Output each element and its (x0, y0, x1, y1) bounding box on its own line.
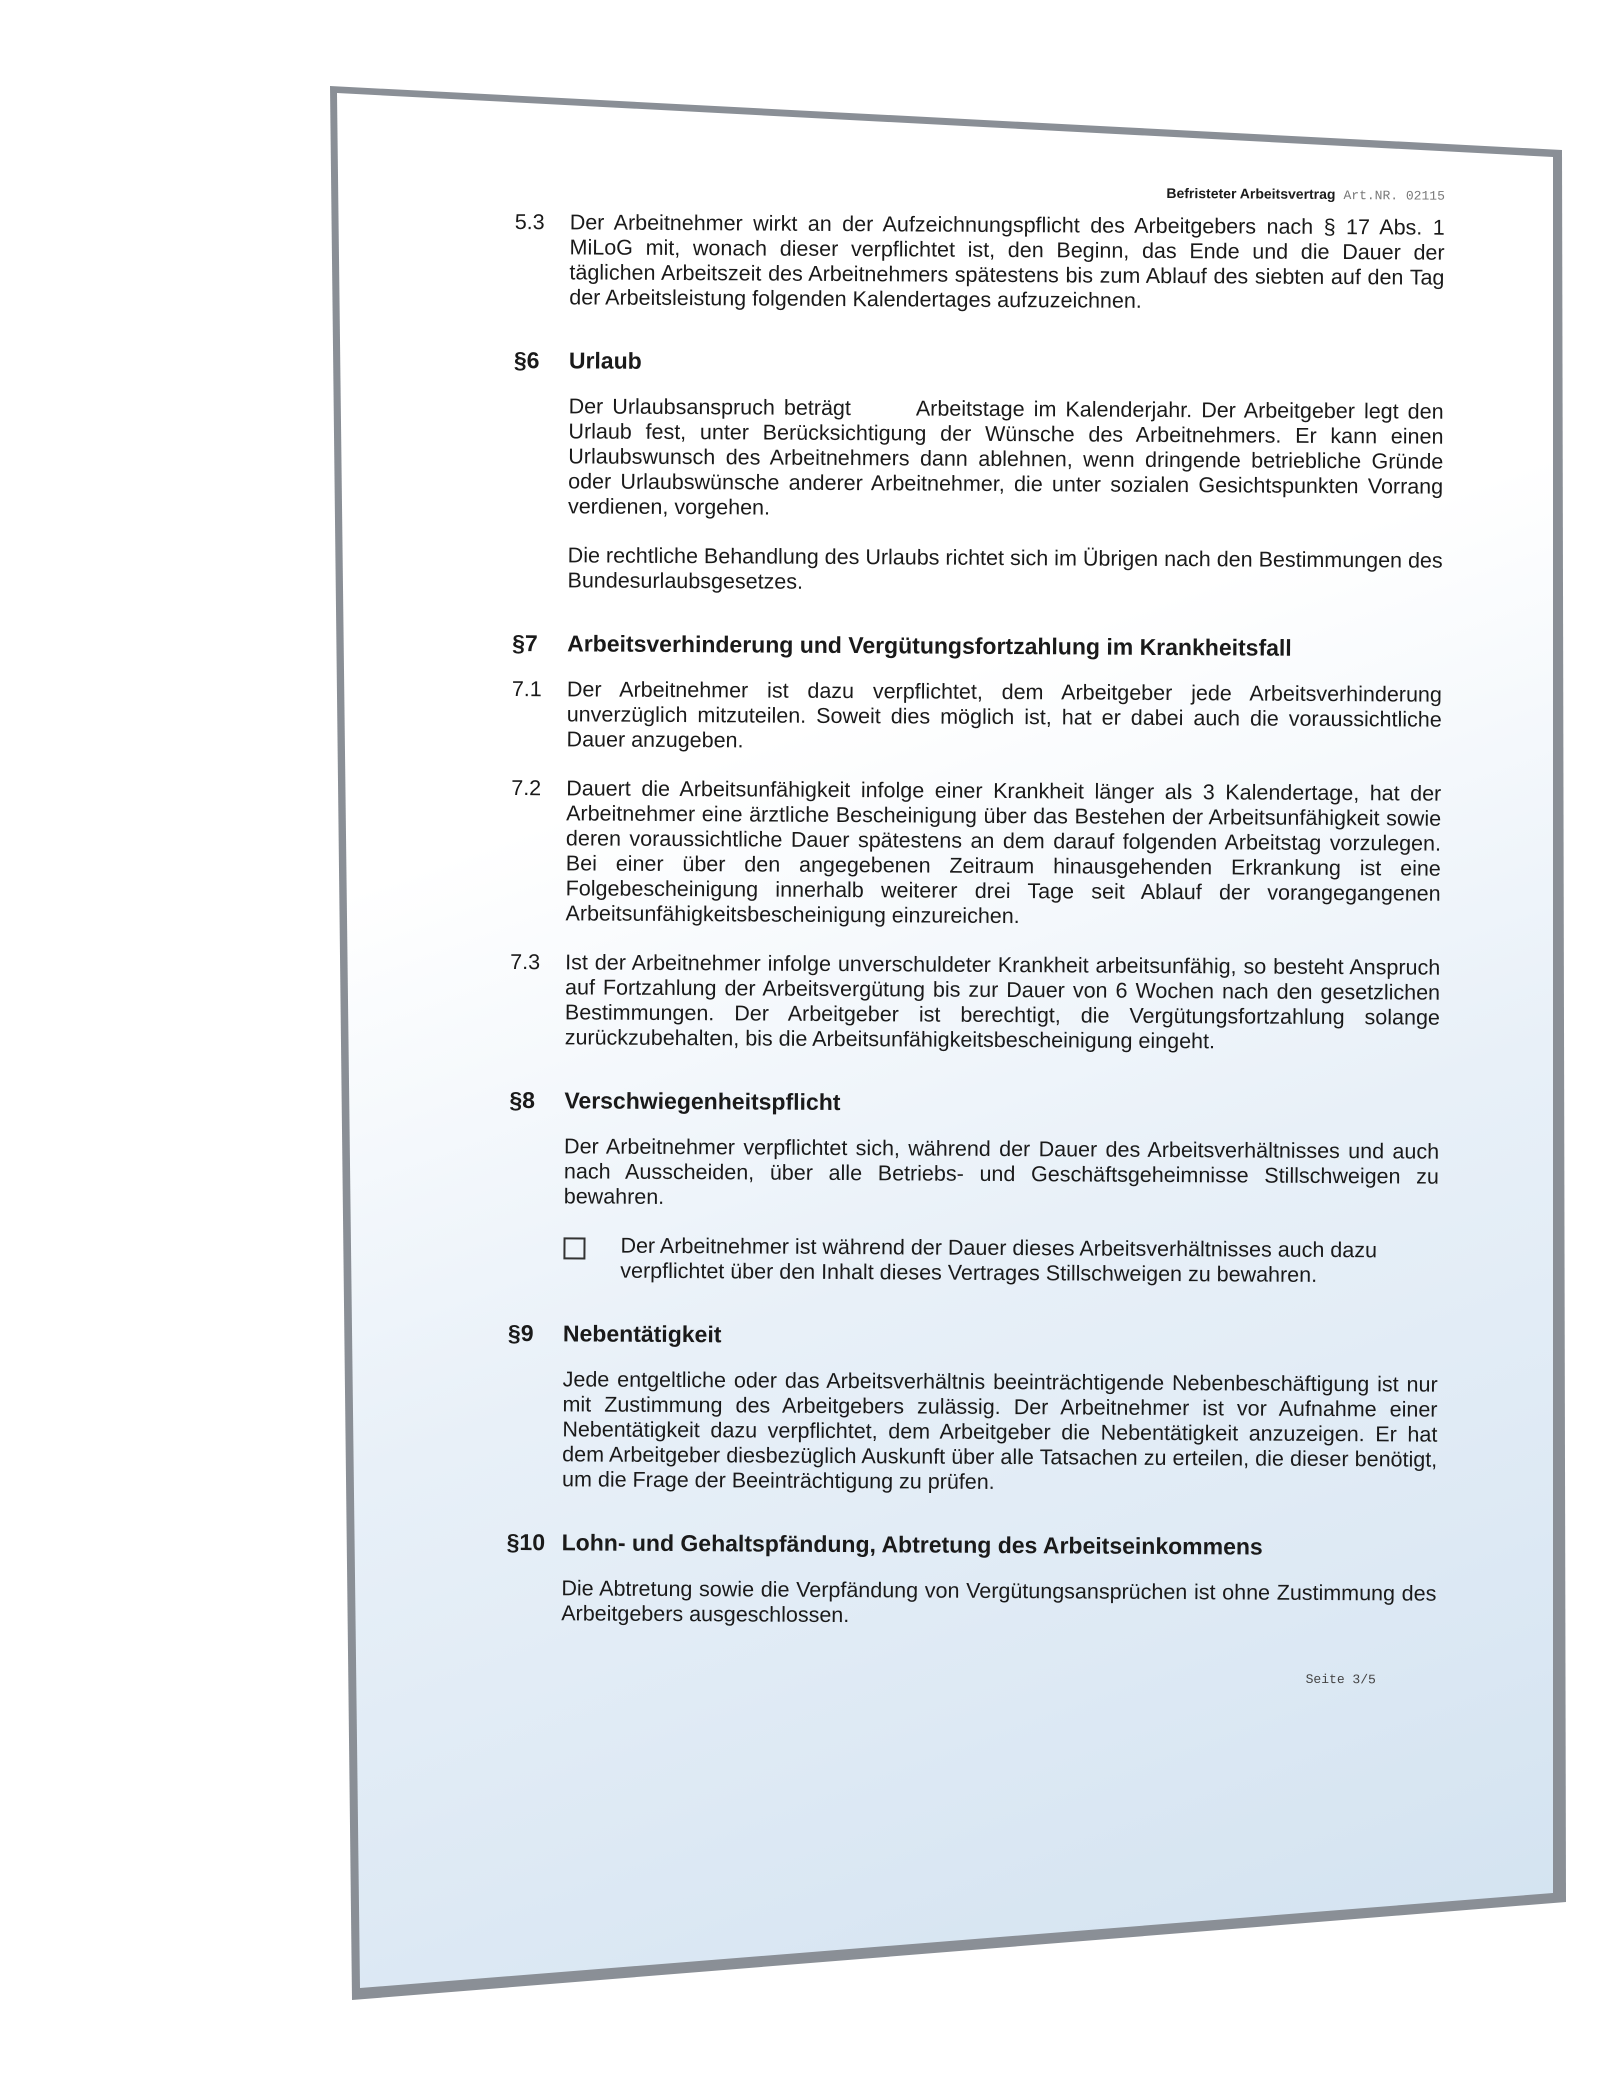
confidentiality-option (563, 1233, 1438, 1288)
clause-number: 7.2 (511, 775, 542, 801)
page-number: Seite 3/5 (1305, 1671, 1376, 1688)
clause-5-3 (514, 210, 1445, 316)
option-text: Der Arbeitnehmer ist während der Dauer dieses Arbeitsverhältnisses auch dazu verpflichtet über den Inhalt dieses Vertrages Stillschweigen zu bewahren. (620, 1233, 1378, 1287)
clause-number: 7.3 (510, 949, 541, 975)
section-number: §10 (506, 1528, 546, 1556)
section-heading-8 (509, 1086, 1439, 1120)
clause-7-3 (510, 950, 1441, 1056)
section-heading-7 (512, 629, 1442, 663)
section-number: §6 (513, 346, 540, 374)
document-body (506, 180, 1445, 1690)
document-title: Befristeter Arbeitsvertrag (1166, 184, 1336, 203)
section-heading-10 (507, 1528, 1437, 1562)
confidentiality-paragraph: Der Arbeitnehmer verpflichtet sich, während der Dauer des Arbeitsverhältnisses und auch nach Ausscheiden, über alle Betriebs- und Geschäftsgeheimnisse Stillschweigen zu bewahren. (563, 1134, 1440, 1209)
vacation-paragraph (568, 394, 1444, 524)
section-title: Urlaub (568, 347, 642, 374)
vacation-text-a: Der Urlaubsanspruch beträgt (568, 394, 851, 421)
clause-number: 7.1 (511, 676, 542, 702)
clause-text: Der Arbeitnehmer wirkt an der Aufzeichnungspflicht des Arbeitgebers nach § 17 Abs. 1 MiLoG mit, wonach dieser verpflichtet ist, den Beginn, das Ende und die Dauer der täglichen Arbeitszeit des Arbeitnehmers spätestens bis zum Ablauf des siebten auf den Tag der Arbeitsleistung folgenden Kalendertages aufzuzeichnen. (569, 210, 1445, 313)
section-heading-6 (514, 346, 1444, 380)
side-job-paragraph: Jede entgeltliche oder das Arbeitsverhältnis beeinträchtigende Nebenbeschäftigung ist nur mit Zustimmung des Arbeitgebers zulässig. Der Arbeitnehmer ist vor Aufnahme einer Nebentätigkeit dazu verpflichtet, dem Arbeitgeber die Nebentätigkeit anzuzeigen. Er hat dem Arbeitgeber diesbezüglich Auskunft über alle Tatsachen zu erteilen, die dieser benötigt, um die Frage der Beeinträchtigung zu prüfen. (561, 1367, 1438, 1494)
section-title: Lohn- und Gehaltspfändung, Abtretung des Arbeitseinkommens (561, 1529, 1263, 1560)
clause-7-2 (510, 776, 1441, 932)
section-title: Verschwiegenheitspflicht (564, 1087, 841, 1116)
clause-text: Dauert die Arbeitsunfähigkeit infolge einer Krankheit länger als 3 Kalendertage, hat der Arbeitnehmer eine ärztliche Bescheinigung über das Bestehen der Arbeitsunfähigkeit sowie deren voraussichtliche Dauer spätestens an dem darauf folgenden Arbeitstag vorzulegen. Bei einer über den angegebenen Zeitraum hinausgehenden Erkrankung ist eine Folgebescheinigung innerhalb weiterer drei Tage seit Ablauf der vorangegangenen Arbeitsunfähigkeitsbescheinigung einzureichen. (565, 776, 1442, 929)
document-header (515, 180, 1445, 206)
section-number: §7 (512, 629, 538, 657)
section-title: Nebentätigkeit (562, 1320, 722, 1348)
clause-number: 5.3 (514, 209, 545, 235)
vacation-text-b: Arbeitstage im Kalenderjahr. Der Arbeitgeber legt den Urlaub fest, unter Berücksichtigung der Wünsche des Arbeitnehmers. Er kann einen Urlaubswunsch des Arbeitnehmers dann ablehnen, wenn dringende betriebliche Gründe oder Urlaubswünsche anderer Arbeitnehmer, die unter sozialen Gesichtspunkten Vorrang verdienen, vorgehen. (567, 396, 1444, 520)
section-number: §8 (509, 1086, 536, 1114)
garnishment-paragraph: Die Abtretung sowie die Verpfändung von Vergütungsansprüchen ist ohne Zustimmung des Arbeitgebers ausgeschlossen. (561, 1576, 1437, 1628)
section-heading-9 (508, 1319, 1438, 1353)
option-checkbox[interactable] (563, 1237, 585, 1259)
article-number: Art.NR. 02115 (1343, 188, 1445, 204)
section-title: Arbeitsverhinderung und Vergütungsfortzahlung im Krankheitsfall (567, 630, 1292, 661)
clause-7-1 (512, 677, 1442, 758)
clause-text: Ist der Arbeitnehmer infolge unverschuldeter Krankheit arbeitsunfähig, so besteht Anspruch auf Fortzahlung der Arbeitsvergütung bis zur Dauer von 6 Wochen nach den gesetzlichen Bestimmungen. Der Arbeitgeber ist berechtigt, die Vergütungsfortzahlung solange zurückzubehalten, bis die Arbeitsunfähigkeitsbescheinigung eingeht. (564, 950, 1441, 1054)
vacation-law-paragraph: Die rechtliche Behandlung des Urlaubs richtet sich im Übrigen nach den Bestimmungen des Bundesurlaubsgesetzes. (567, 543, 1443, 594)
clause-text: Der Arbeitnehmer ist dazu verpflichtet, dem Arbeitgeber jede Arbeitsverhinderung unverzüglich mitzuteilen. Soweit dies möglich ist, hat er dabei auch die voraussichtliche Dauer anzugeben. (566, 677, 1442, 753)
section-number: §9 (507, 1319, 534, 1347)
